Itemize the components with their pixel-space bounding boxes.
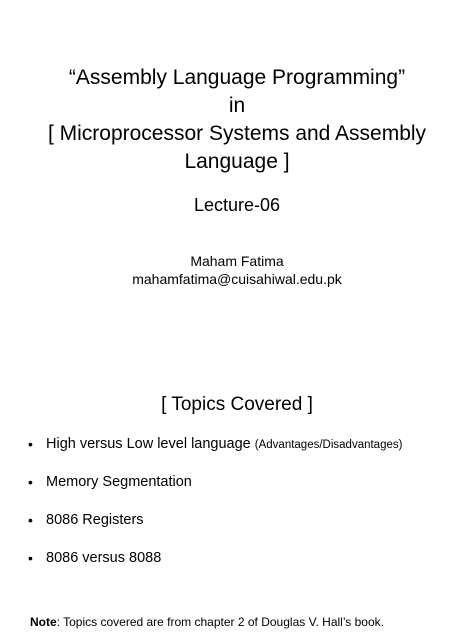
author-name: Maham Fatima <box>190 253 284 269</box>
bullet-icon: • <box>28 512 33 528</box>
author-info <box>0 252 474 288</box>
title-line: Language ] <box>184 150 290 173</box>
bullet-icon: • <box>28 474 33 490</box>
topic-subtext: (Advantages/Disadvantages) <box>254 439 403 451</box>
note-text: : Topics covered are from chapter 2 of Douglas V. Hall’s book. <box>56 615 384 629</box>
list-item <box>28 434 458 472</box>
topic-text: 8086 Registers <box>46 512 144 528</box>
lecture-number: Lecture-06 <box>193 195 281 215</box>
footnote <box>30 614 384 630</box>
topics-list <box>28 434 458 586</box>
title-line: “Assembly Language Programming” <box>68 66 406 89</box>
lecture-title <box>0 64 474 176</box>
topics-heading: [ Topics Covered ] <box>161 394 313 415</box>
list-item <box>28 510 458 548</box>
title-line: in <box>228 94 246 117</box>
note-label: Note <box>30 615 57 629</box>
topic-text: High versus Low level language <box>46 436 251 452</box>
bullet-icon: • <box>28 436 33 452</box>
list-item <box>28 472 458 510</box>
topic-text: 8086 versus 8088 <box>46 550 162 566</box>
topic-text: Memory Segmentation <box>46 474 192 490</box>
list-item <box>28 548 458 586</box>
author-email: mahamfatima@cuisahiwal.edu.pk <box>132 271 342 287</box>
bullet-icon: • <box>28 550 33 566</box>
title-line: [ Microprocessor Systems and Assembly <box>47 122 427 145</box>
